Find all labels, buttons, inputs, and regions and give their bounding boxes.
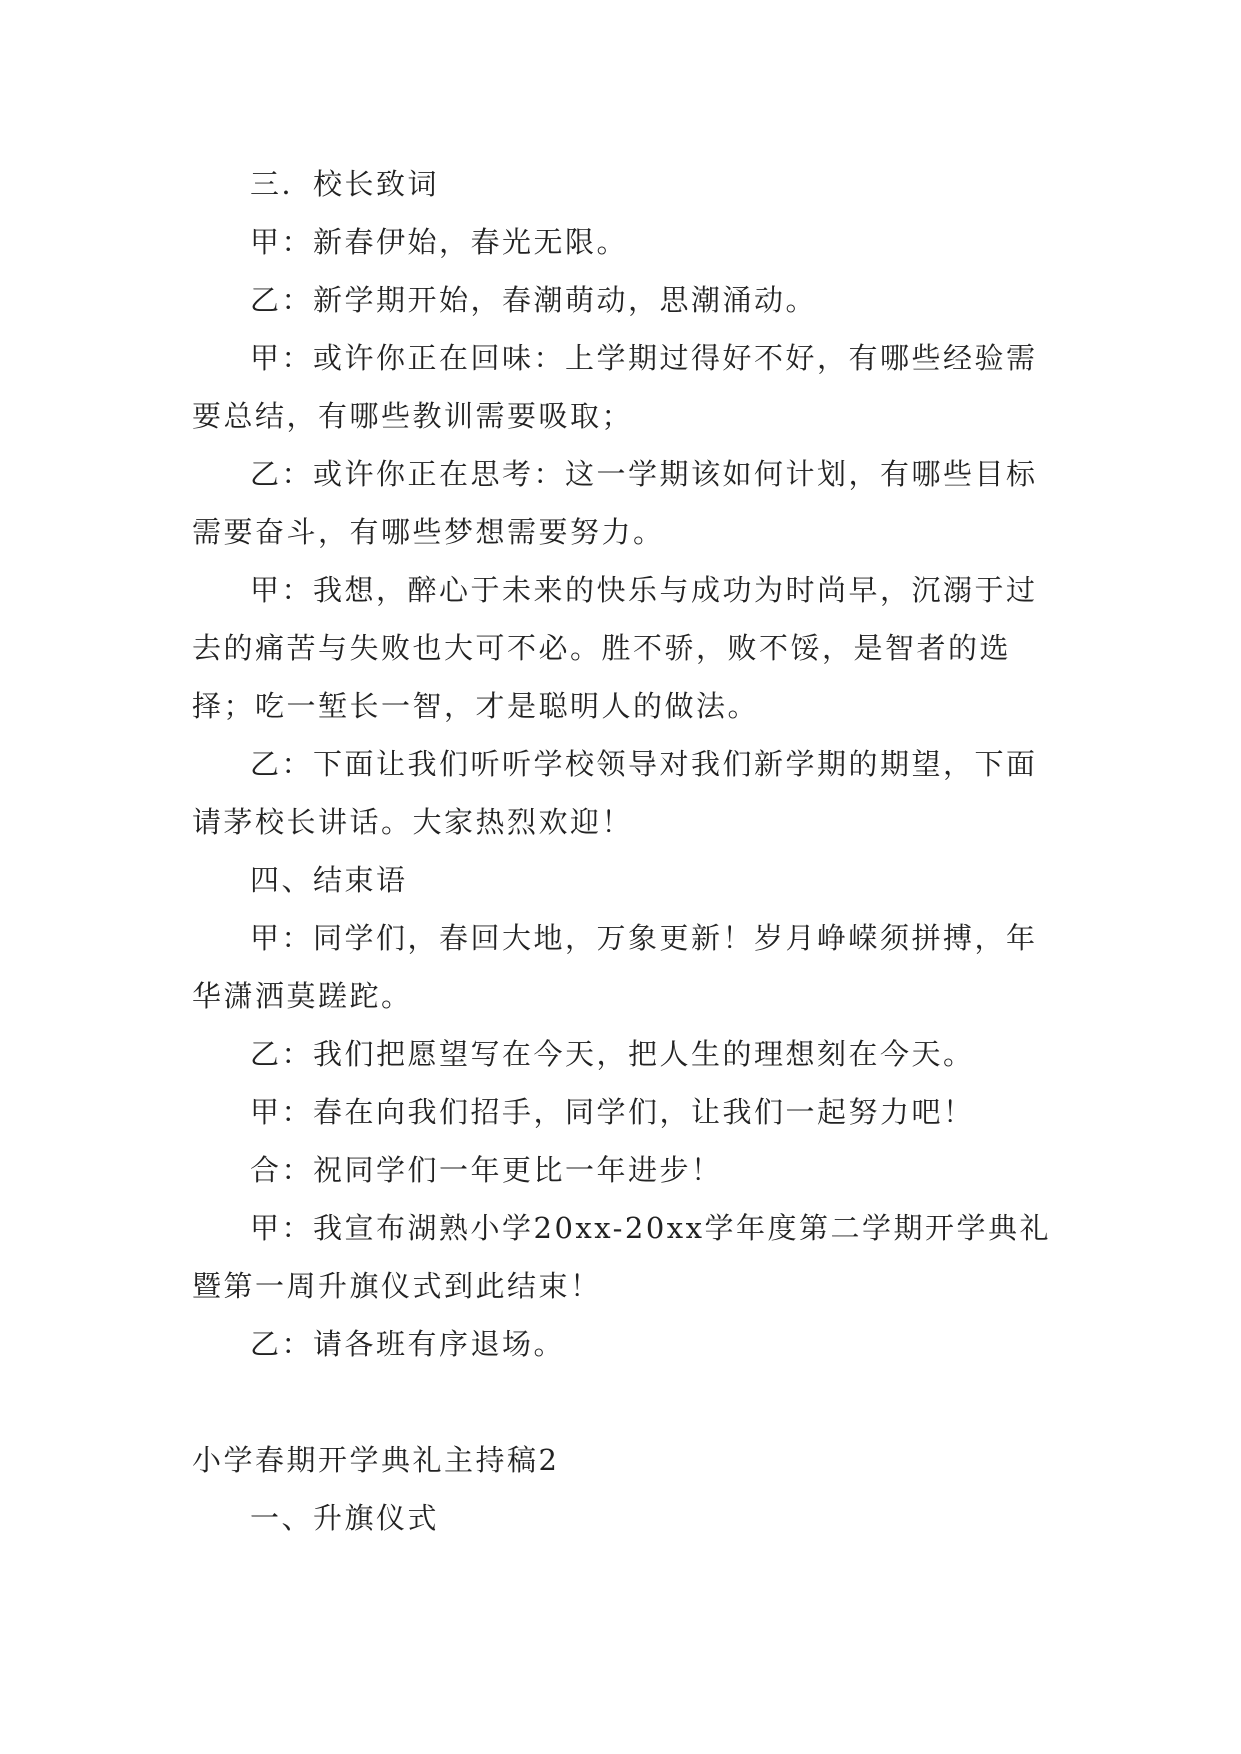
- section-spacer: [192, 1373, 1052, 1431]
- dialogue-paragraph: 甲：我宣布湖熟小学20xx-20xx学年度第二学期开学典礼暨第一周升旗仪式到此结束！: [192, 1211, 1052, 1303]
- dialogue-paragraph: 乙：或许你正在思考：这一学期该如何计划，有哪些目标需要奋斗，有哪些梦想需要努力。: [192, 457, 1038, 549]
- dialogue-paragraph: 甲：新春伊始，春光无限。: [250, 225, 629, 259]
- heading-flag-raising: 一、升旗仪式: [250, 1501, 440, 1535]
- dialogue-paragraph: 甲：我想，醉心于未来的快乐与成功为时尚早，沉溺于过去的痛苦与失败也大可不必。胜不骄，败不馁，是智者的选择；吃一堑长一智，才是聪明人的做法。: [192, 573, 1038, 723]
- dialogue-paragraph: 乙：新学期开始，春潮萌动，思潮涌动。: [250, 283, 818, 317]
- document-body: [192, 155, 1052, 1547]
- dialogue-paragraph: 合：祝同学们一年更比一年进步！: [250, 1153, 723, 1187]
- dialogue-paragraph: 乙：请各班有序退场。: [250, 1327, 566, 1361]
- section-title: 小学春期开学典礼主持稿2: [192, 1443, 560, 1477]
- dialogue-paragraph: 甲：或许你正在回味：上学期过得好不好，有哪些经验需要总结，有哪些教训需要吸取；: [192, 341, 1038, 433]
- heading-closing-remarks: 四、结束语: [250, 863, 408, 897]
- dialogue-paragraph: 甲：同学们，春回大地，万象更新！岁月峥嵘须拼搏，年华潇洒莫蹉跎。: [192, 921, 1038, 1013]
- dialogue-paragraph: 甲：春在向我们招手，同学们，让我们一起努力吧！: [250, 1095, 975, 1129]
- heading-principal-speech: 三．校长致词: [250, 167, 440, 201]
- dialogue-paragraph: 乙：我们把愿望写在今天，把人生的理想刻在今天。: [250, 1037, 975, 1071]
- dialogue-paragraph: 乙：下面让我们听听学校领导对我们新学期的期望，下面请茅校长讲话。大家热烈欢迎！: [192, 747, 1038, 839]
